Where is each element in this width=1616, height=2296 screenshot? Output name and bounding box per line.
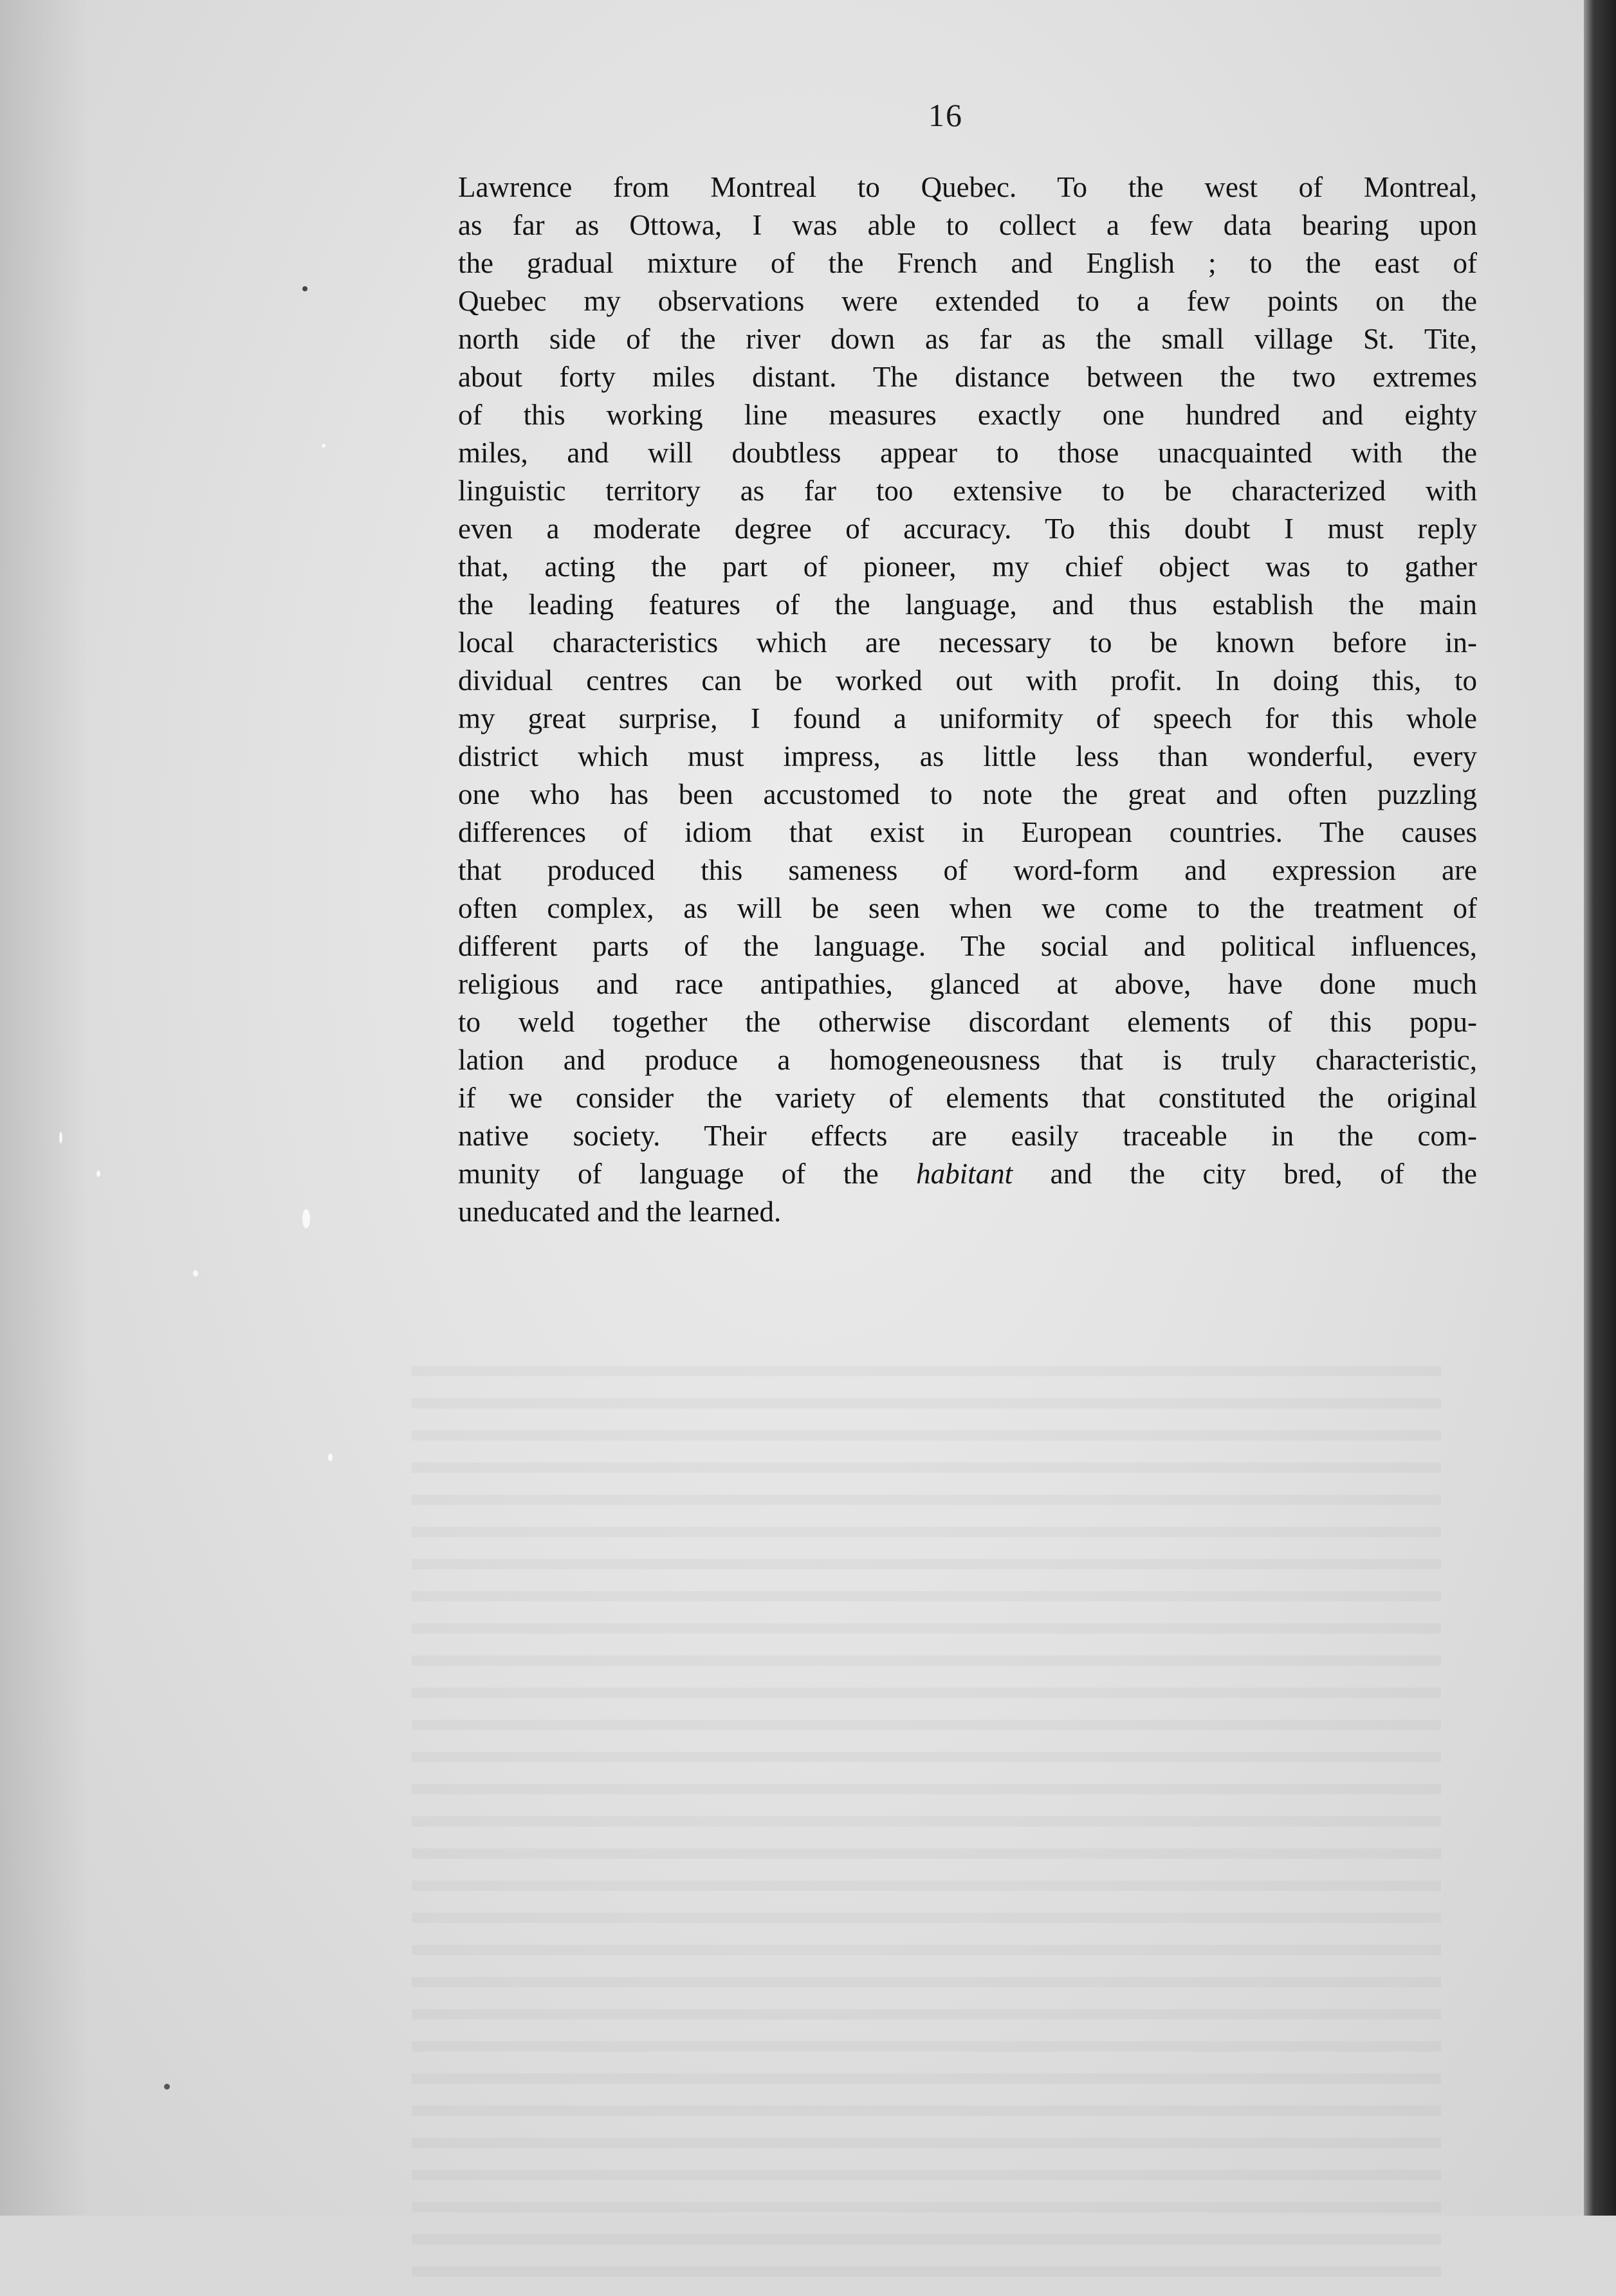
text-line: Lawrence from Montreal to Quebec. To the west of Montreal,: [458, 171, 1477, 203]
page-edge-shadow: [1584, 0, 1616, 2216]
scan-speck: [328, 1453, 333, 1461]
scan-speck: [59, 1132, 62, 1143]
text-line: differences of idiom that exist in European countries. The causes: [458, 816, 1477, 848]
text-line: the gradual mixture of the French and English ; to the east of: [458, 247, 1477, 279]
text-line: different parts of the language. The social and political influences,: [458, 930, 1477, 962]
text-line: of this working line measures exactly one hundred and eighty: [458, 399, 1477, 431]
text-line: as far as Ottowa, I was able to collect a few data bearing upon: [458, 209, 1477, 241]
text-line-end: and the city bred, of the: [1013, 1158, 1477, 1190]
text-line: if we consider the variety of elements that constituted the original: [458, 1082, 1477, 1114]
text-line: often complex, as will be seen when we come to the treatment of: [458, 892, 1477, 924]
text-line: to weld together the otherwise discordant elements of this popu-: [458, 1006, 1477, 1038]
text-line-start: munity of language of the: [458, 1158, 917, 1190]
text-line: one who has been accustomed to note the great and often puzzling: [458, 778, 1477, 810]
text-line: linguistic territory as far too extensive to be characterized with: [458, 475, 1477, 507]
italic-word: habitant: [916, 1158, 1013, 1190]
bleed-through-text: [412, 1344, 1441, 2296]
scan-speck: [164, 2084, 170, 2090]
scan-speck: [96, 1171, 100, 1177]
text-line: that produced this sameness of word-form and expression are: [458, 854, 1477, 886]
text-line: the leading features of the language, and thus establish the main: [458, 588, 1477, 621]
text-line: even a moderate degree of accuracy. To this doubt I must reply: [458, 513, 1477, 545]
scan-speck: [302, 286, 308, 291]
text-line: north side of the river down as far as the small village St. Tite,: [458, 323, 1477, 355]
text-line-with-italic: [458, 1155, 1477, 1193]
text-line: miles, and will doubtless appear to those unacquainted with the: [458, 437, 1477, 469]
text-line: about forty miles distant. The distance between the two extremes: [458, 361, 1477, 393]
text-line: religious and race antipathies, glanced at above, have done much: [458, 968, 1477, 1000]
text-line-last: uneducated and the learned.: [458, 1196, 782, 1228]
text-line: district which must impress, as little less than wonderful, every: [458, 740, 1477, 772]
left-gutter-shadow: [0, 0, 90, 2216]
text-line: dividual centres can be worked out with profit. In doing this, to: [458, 664, 1477, 697]
text-line: lation and produce a homogeneousness that is truly characteristic,: [458, 1044, 1477, 1076]
scan-speck: [302, 1209, 310, 1228]
scan-speck: [193, 1270, 198, 1277]
text-line: local characteristics which are necessary to be known before in-: [458, 626, 1477, 659]
text-line: my great surprise, I found a uniformity of speech for this whole: [458, 702, 1477, 734]
text-line: that, acting the part of pioneer, my chief object was to gather: [458, 551, 1477, 583]
text-line: native society. Their effects are easily traceable in the com-: [458, 1120, 1477, 1152]
page-number: 16: [928, 97, 963, 133]
scan-speck: [322, 444, 326, 448]
body-text: [458, 169, 1477, 1231]
text-line: Quebec my observations were extended to a few points on the: [458, 285, 1477, 317]
